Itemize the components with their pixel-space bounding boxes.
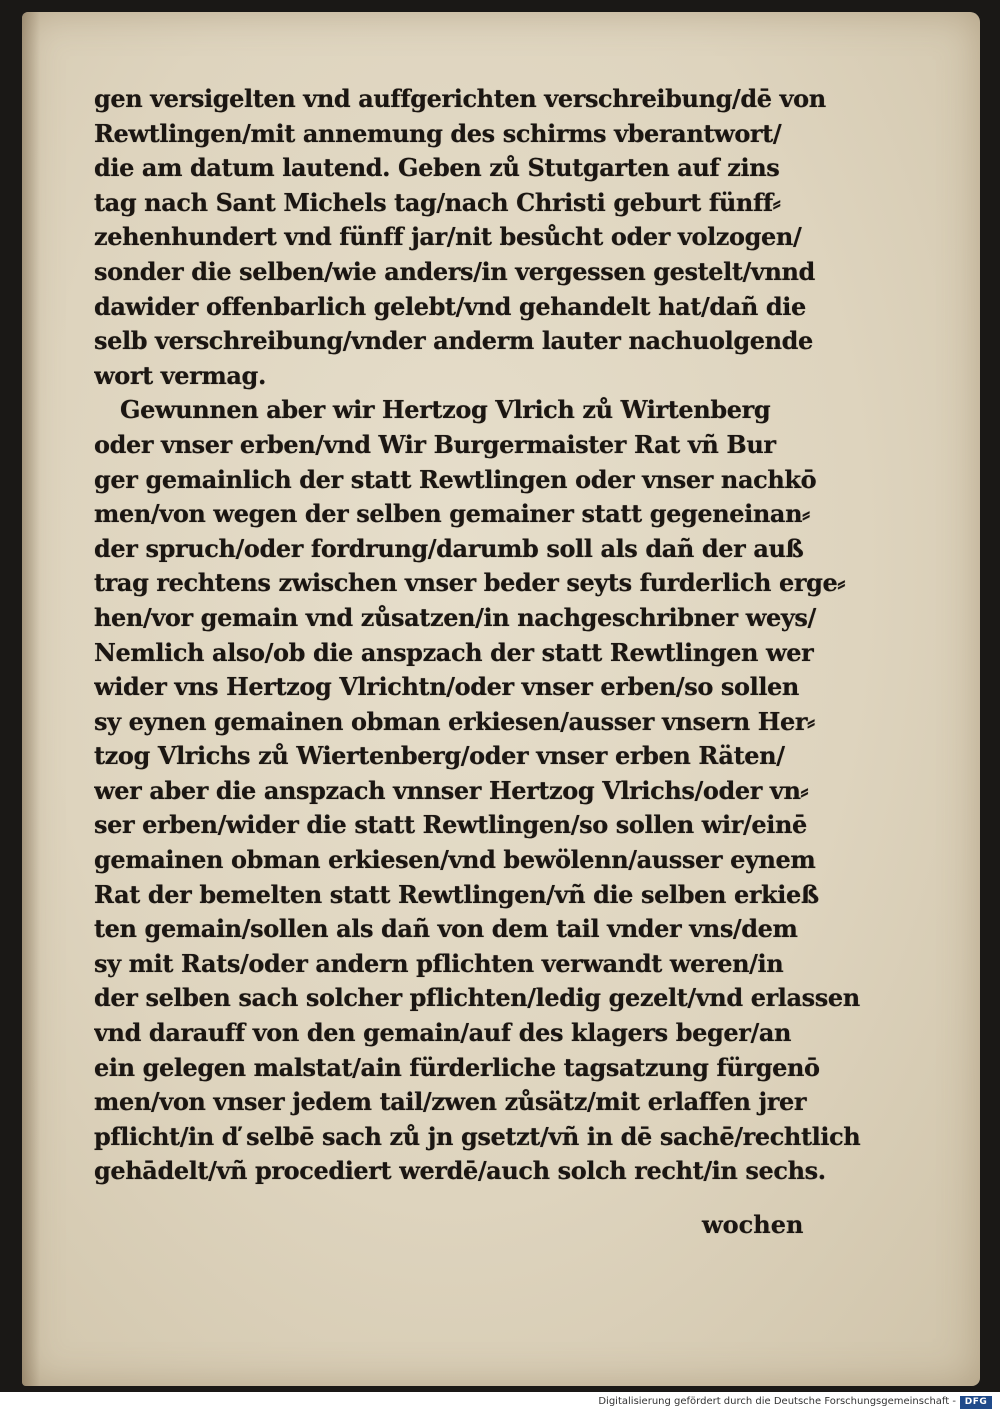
text-line: sy mit Rats/oder andern pflichten verwandt weren/in (94, 948, 784, 978)
catchword: wochen (702, 1210, 804, 1239)
text-block (94, 82, 884, 1189)
text-line: selb verschreibung/vnder anderm lauter nachuolgende (94, 326, 813, 356)
footer-credit: Digitalisierung gefördert durch die Deutsche Forschungsgemeinschaft - (598, 1396, 956, 1407)
text-line: tzog Vlrichs zů Wiertenberg/oder vnser erben Räten/ (94, 741, 785, 771)
page-edge (22, 12, 40, 1386)
text-line: gehādelt/vñ procediert werdē/auch solch recht/in sechs. (94, 1156, 826, 1186)
text-line: ger gemainlich der statt Rewtlingen oder vnser nachkō (94, 464, 817, 494)
text-line: dawider offenbarlich gelebt/vnd gehandelt hat/dañ die (94, 291, 806, 321)
text-line: oder vnser erben/vnd Wir Burgermaister Rat vñ Bur (94, 429, 776, 459)
text-line: hen/vor gemain vnd zůsatzen/in nachgeschribner weys/ (94, 602, 816, 632)
text-line: gen versigelten vnd auffgerichten verschreibung/dē von (94, 84, 826, 113)
text-line: tag nach Sant Michels tag/nach Christi geburt fünff⸗ (94, 187, 781, 217)
text-line: trag rechtens zwischen vnser beder seyts furderlich erge⸗ (94, 568, 846, 598)
text-line: ten gemain/sollen als dañ von dem tail vnder vns/dem (94, 914, 798, 944)
text-line: ser erben/wider die statt Rewtlingen/so sollen wir/einē (94, 810, 807, 840)
text-line: sy eynen gemainen obman erkiesen/ausser vnsern Her⸗ (94, 706, 815, 736)
text-line: vnd darauff von den gemain/auf des klagers beger/an (94, 1018, 792, 1048)
text-line: die am datum lautend. Geben zů Stutgarten auf zins (94, 153, 780, 183)
text-line: sonder die selben/wie anders/in vergessen gestelt/vnnd (94, 256, 815, 286)
text-line: men/von wegen der selben gemainer statt gegeneinan⸗ (94, 499, 810, 529)
text-line: Nemlich also/ob die anspzach der statt Rewtlingen wer (94, 637, 814, 667)
text-line: gemainen obman erkiesen/vnd bewölenn/ausser eynem (94, 845, 816, 875)
text-line: wider vns Hertzog Vlrichtn/oder vnser erben/so sollen (94, 672, 799, 702)
text-line: wer aber die anspzach vnnser Hertzog Vlrichs/oder vn⸗ (94, 775, 809, 805)
text-line: men/von vnser jedem tail/zwen zůsätz/mit erlaffen jrer (94, 1087, 807, 1117)
text-line: der selben sach solcher pflichten/ledig gezelt/vnd erlassen (94, 983, 860, 1013)
document-page (22, 12, 980, 1386)
text-line: wort vermag. (94, 360, 266, 390)
text-line: pflicht/in ď selbē sach zů jn gsetzt/vñ in dē sachē/rechtlich (94, 1121, 861, 1151)
dfg-logo: DFG (960, 1396, 992, 1409)
footer-bar (0, 1392, 1000, 1414)
text-line: Rat der bemelten statt Rewtlingen/vñ die selben erkieß (94, 879, 819, 909)
text-line: der spruch/oder fordrung/darumb soll als dañ der auß (94, 533, 804, 563)
text-line: zehenhundert vnd fünff jar/nit besůcht oder volzogen/ (94, 222, 802, 252)
text-line: ein gelegen malstat/ain fürderliche tagsatzung fürgenō (94, 1052, 820, 1082)
text-line: Rewtlingen/mit annemung des schirms vberantwort/ (94, 118, 782, 148)
text-line: Gewunnen aber wir Hertzog Vlrich zů Wirtenberg (120, 395, 771, 425)
